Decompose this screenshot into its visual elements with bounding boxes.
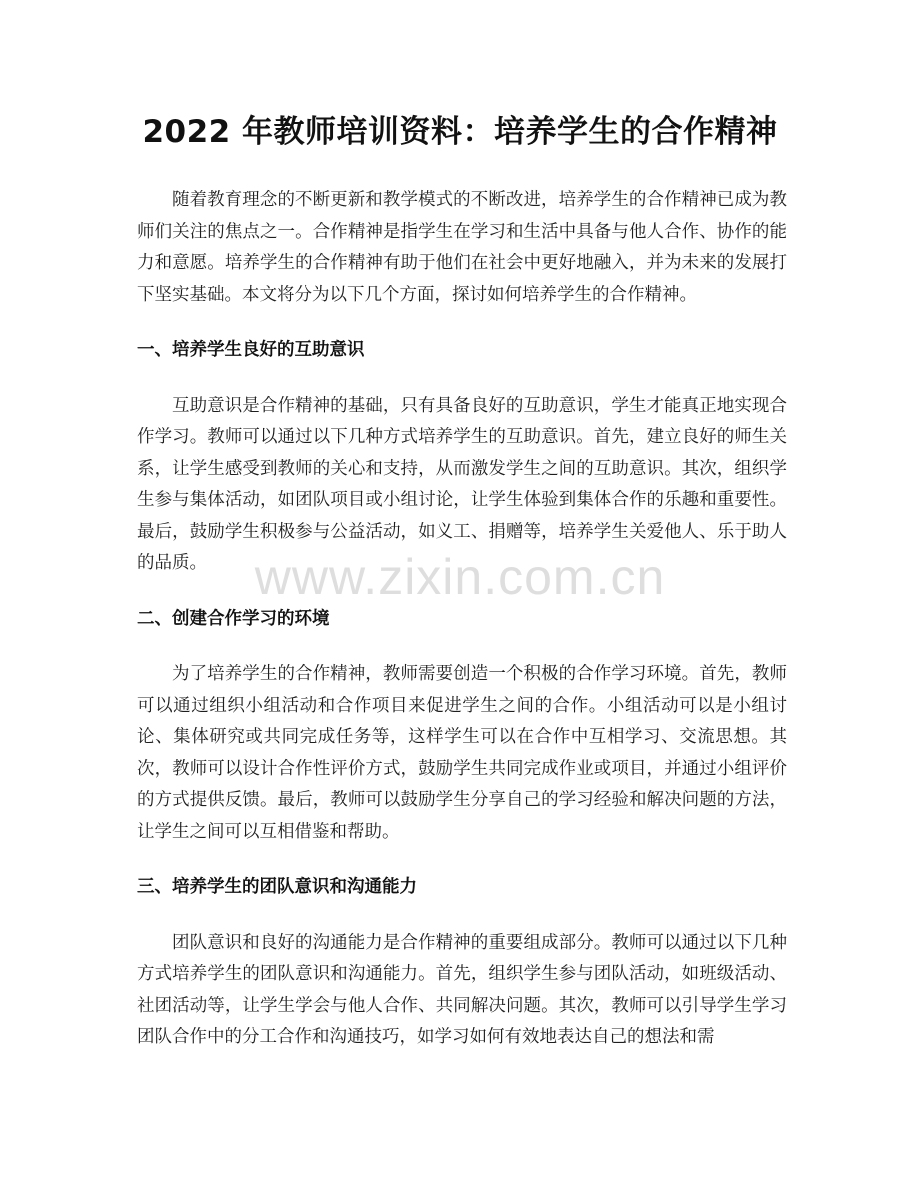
document-title: 2022 年教师培训资料：培养学生的合作精神	[142, 114, 778, 150]
section-heading-3: 三、培养学生的团队意识和沟通能力	[137, 877, 417, 897]
section-body-1: 互助意识是合作精神的基础，只有具备良好的互助意识，学生才能真正地实现合作学习。教师可以通过以下几种方式培养学生的互助意识。首先，建立良好的师生关系，让学生感受到教师的关心和支持，从而激发学生之间的互助意识。其次，组织学生参与集体活动，如团队项目或小组讨论，让学生体验到集体合作的乐趣和重要性。最后，鼓励学生积极参与公益活动，如义工、捐赠等，培养学生关爱他人、乐于助人的品质。	[137, 395, 787, 573]
document-body	[137, 185, 787, 1054]
section-heading-2: 二、创建合作学习的环境	[137, 608, 330, 629]
section-body-2: 为了培养学生的合作精神，教师需要创造一个积极的合作学习环境。首先，教师可以通过组织小组活动和合作项目来促进学生之间的合作。小组活动可以是小组讨论、集体研究或共同完成任务等，这样学生可以在合作中互相学习、交流思想。其次，教师可以设计合作性评价方式，鼓励学生共同完成作业或项目，并通过小组评价的方式提供反馈。最后，教师可以鼓励学生分享自己的学习经验和解决问题的方法，让学生之间可以互相借鉴和帮助。	[137, 664, 787, 842]
intro-paragraph: 随着教育理念的不断更新和教学模式的不断改进，培养学生的合作精神已成为教师们关注的焦点之一。合作精神是指学生在学习和生活中具备与他人合作、协作的能力和意愿。培养学生的合作精神有助于他们在社会中更好地融入，并为未来的发展打下坚实基础。本文将分为以下几个方面，探讨如何培养学生的合作精神。	[137, 190, 787, 305]
section-body-3: 团队意识和良好的沟通能力是合作精神的重要组成部分。教师可以通过以下几种方式培养学生的团队意识和沟通能力。首先，组织学生参与团队活动，如班级活动、社团活动等，让学生学会与他人合作、共同解决问题。其次，教师可以引导学生学习团队合作中的分工合作和沟通技巧，如学习如何有效地表达自己的想法和需	[137, 932, 787, 1047]
section-heading-1: 一、培养学生良好的互助意识	[137, 340, 365, 360]
watermark-text: www.zixin.com.cn	[254, 549, 666, 605]
